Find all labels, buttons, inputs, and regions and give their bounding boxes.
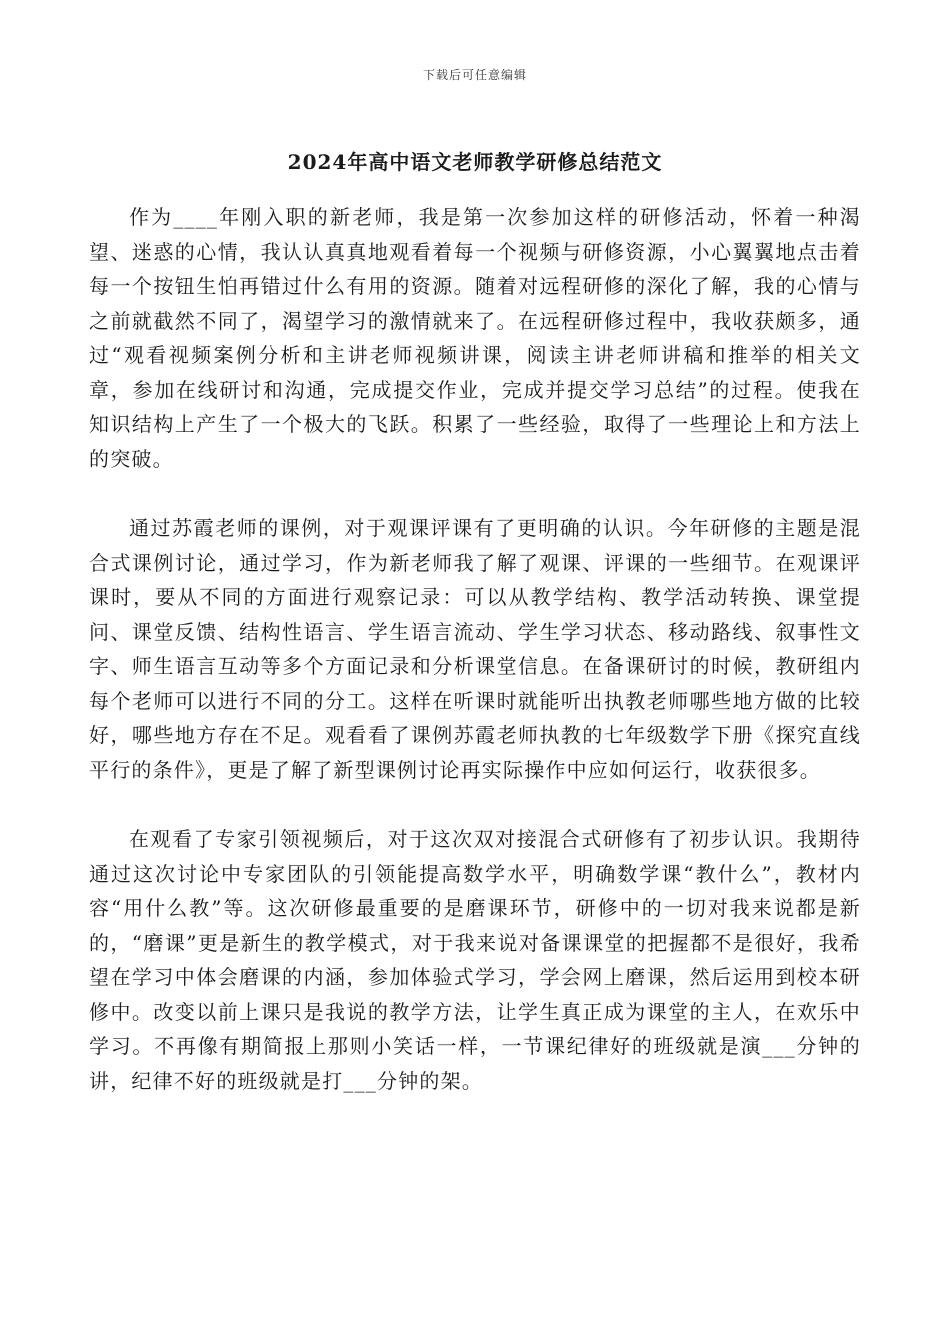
paragraph-1: 作为____年刚入职的新老师，我是第一次参加这样的研修活动，怀着一种渴望、迷惑的心情，我认认真真地观看着每一个视频与研修资源，小心翼翼地点击着每一个按钮生怕再错过什么有用的资源。随着对远程研修的深化了解，我的心情与之前就截然不同了，渴望学习的激情就来了。在远程研修过程中，我收获颇多，通过“观看视频案例分析和主讲老师视频讲课，阅读主讲老师讲稿和推举的相关文章，参加在线研讨和沟通，完成提交作业，完成并提交学习总结”的过程。使我在知识结构上产生了一个极大的飞跃。积累了一些经验，取得了一些理论上和方法上的突破。	[89, 205, 861, 471]
paragraph-3: 在观看了专家引领视频后，对于这次双对接混合式研修有了初步认识。我期待通过这次讨论中专家团队的引领能提高数学水平，明确数学课“教什么”，教材内容“用什么教”等。这次研修最重要的是磨课环节，研修中的一切对我来说都是新的，“磨课”更是新生的教学模式，对于我来说对备课课堂的把握都不是很好，我希望在学习中体会磨课的内涵，参加体验式学习，学会网上磨课，然后运用到校本研修中。改变以前上课只是我说的教学方法，让学生真正成为课堂的主人，在欢乐中学习。不再像有期简报上那则小笑话一样，一节课纪律好的班级就是演___分钟的讲，纪律不好的班级就是打___分钟的架。	[89, 827, 861, 1093]
document-title: 2024年高中语文老师教学研修总结范文	[287, 150, 663, 174]
page-header-note: 下载后可任意编辑	[422, 68, 527, 82]
paragraph-2: 通过苏霞老师的课例，对于观课评课有了更明确的认识。今年研修的主题是混合式课例讨论，通过学习，作为新老师我了解了观课、评课的一些细节。在观课评课时，要从不同的方面进行观察记录：可以从教学结构、教学活动转换、课堂提问、课堂反馈、结构性语言、学生语言流动、学生学习状态、移动路线、叙事性文字、师生语言互动等多个方面记录和分析课堂信息。在备课研讨的时候，教研组内每个老师可以进行不同的分工。这样在听课时就能听出执教老师哪些地方做的比较好，哪些地方存在不足。观看看了课例苏霞老师执教的七年级数学下册《探究直线平行的条件》，更是了解了新型课例讨论再实际操作中应如何运行，收获很多。	[89, 516, 861, 782]
document-body	[89, 200, 861, 1133]
